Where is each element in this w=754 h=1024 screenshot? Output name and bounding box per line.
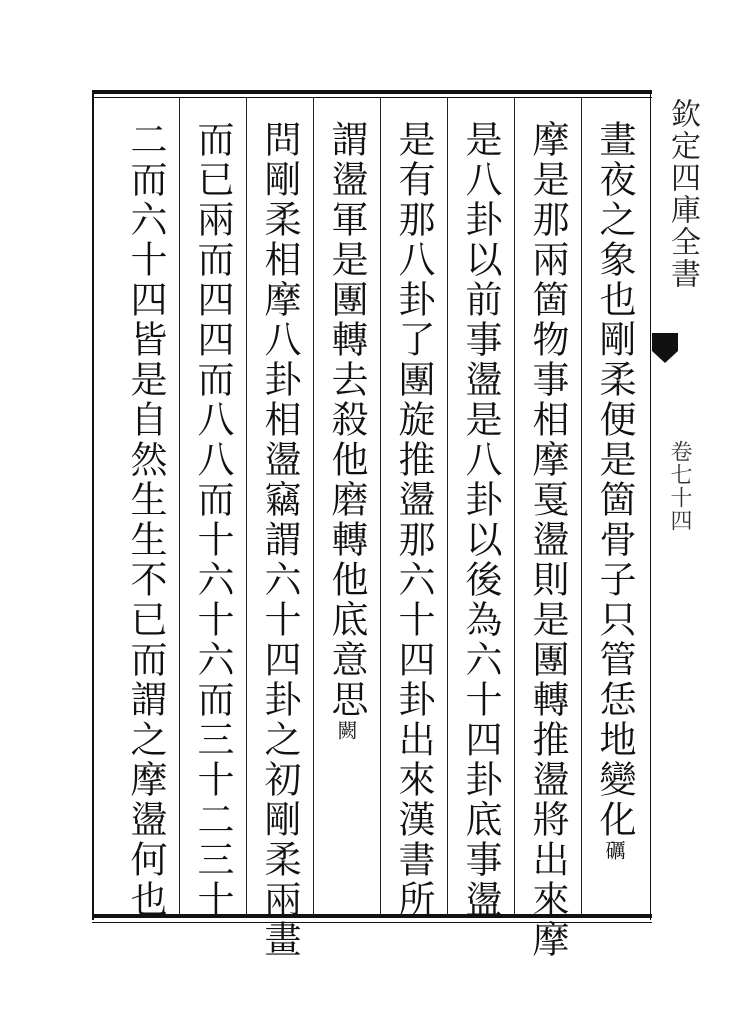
column-divider [179,97,180,915]
text-column-8 [124,120,167,920]
text-column-3 [459,120,502,920]
column-text: 晝夜之象也剛柔便是箇骨子只管恁地變化 [593,120,636,840]
column-text: 摩是那兩箇物事相摩戛盪則是團轉推盪將出來摩 [526,120,569,960]
column-divider [380,97,381,915]
column-divider [447,97,448,915]
volume-label: 卷七十四 [667,440,692,532]
text-column-2 [526,120,569,960]
top-border [92,90,652,94]
column-text: 謂盪軍是團轉去殺他磨轉他底意思 [325,120,368,720]
column-text: 而已兩而四四而八八而十六十六而三十二三十 [191,120,234,920]
text-column-4 [392,120,435,920]
column-divider [514,97,515,915]
column-text: 是八卦以前事盪是八卦以後為六十四卦底事盪 [459,120,502,920]
column-divider [581,97,582,915]
text-column-1 [593,120,636,860]
right-frame-line [650,90,651,920]
column-note: 闕 [334,720,358,740]
fish-tail-mark [652,333,678,363]
column-text: 是有那八卦了團旋推盪那六十四卦出來漢書所 [392,120,435,920]
column-divider [313,97,314,915]
text-column-5 [325,120,368,740]
text-column-6 [258,120,301,960]
left-frame-line [92,90,94,920]
column-text: 二而六十四皆是自然生生不已而謂之摩盪何也 [124,120,167,920]
column-divider [246,97,247,915]
top-border-inner [92,97,652,98]
column-note: 礪 [602,840,626,860]
book-title: 欽定四庫全書 [665,98,700,290]
column-text: 問剛柔相摩八卦相盪竊謂六十四卦之初剛柔兩畫 [258,120,301,960]
text-column-7 [191,120,234,920]
